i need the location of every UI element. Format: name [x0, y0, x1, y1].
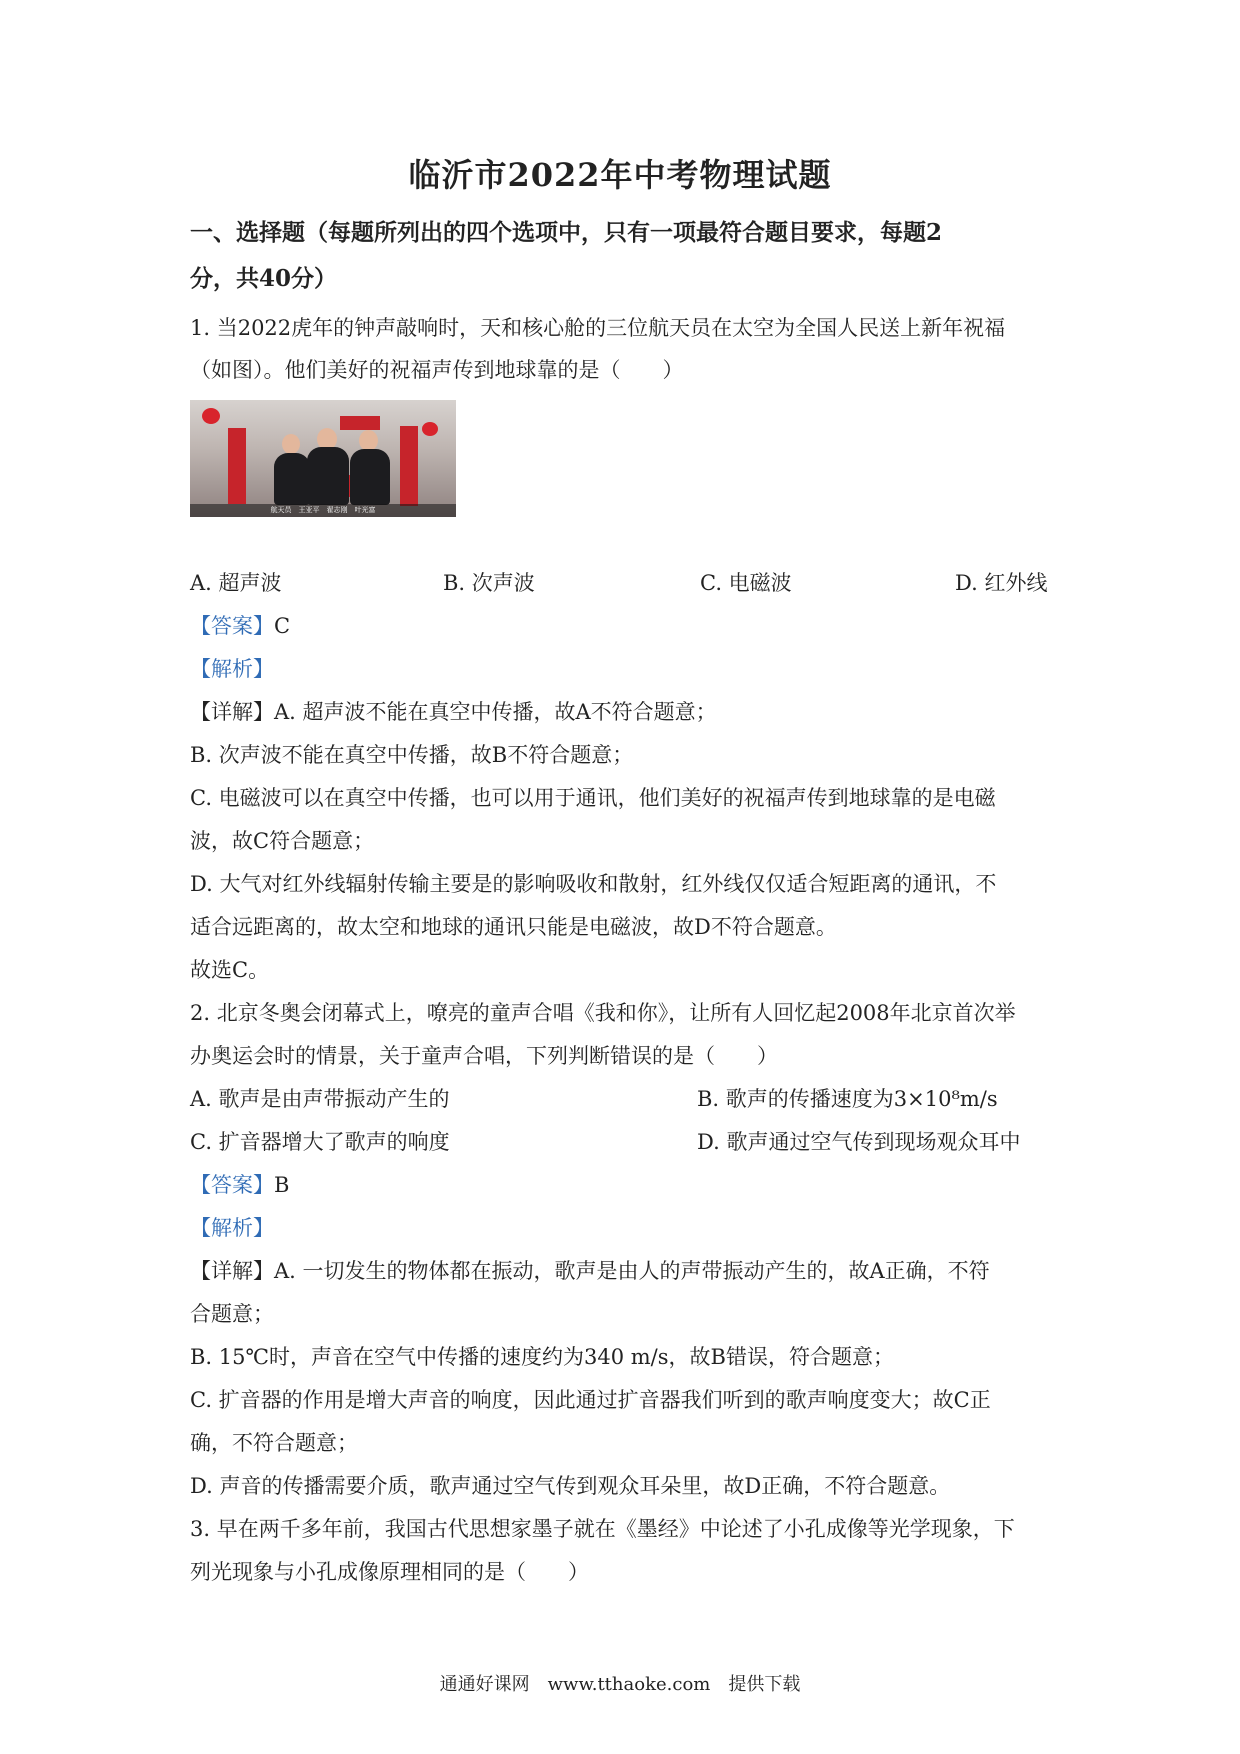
q1-detail-line2: B. 次声波不能在真空中传播，故B不符合题意； — [190, 743, 634, 767]
q1-stem-line1: 1. 当2022虎年的钟声敲响时，天和核心舱的三位航天员在太空为全国人民送上新年祝福 — [190, 316, 1006, 340]
q1-photo-caption: 航天员 王亚平 翟志刚 叶光富 — [190, 504, 456, 517]
q1-option-a: A. 超声波 — [190, 571, 282, 595]
q1-detail-line4: 波，故C符合题意； — [190, 829, 375, 853]
analysis-tag: 【解析】 — [190, 1216, 274, 1240]
q1-option-d: D. 红外线 — [955, 571, 1048, 595]
answer-tag: 【答案】 — [190, 1173, 274, 1197]
q1-detail-text: A. 超声波不能在真空中传播，故A不符合题意； — [274, 700, 717, 724]
q1-analysis — [190, 654, 1070, 684]
q2-option-b: B. 歌声的传播速度为3×10⁸m/s — [697, 1087, 998, 1111]
q1-detail-line5: D. 大气对红外线辐射传输主要是的影响吸收和散射，红外线仅仅适合短距离的通讯，不 — [190, 872, 997, 896]
q2-detail-text: A. 一切发生的物体都在振动，歌声是由人的声带振动产生的，故A正确，不符 — [274, 1259, 990, 1283]
q1-answer — [190, 611, 1070, 641]
q2-detail-line3: B. 15℃时，声音在空气中传播的速度约为340 m/s，故B错误，符合题意； — [190, 1345, 894, 1369]
section-heading-line2: 分，共40分） — [190, 265, 338, 292]
q2-stem-line1: 2. 北京冬奥会闭幕式上，嘹亮的童声合唱《我和你》，让所有人回忆起2008年北京首次举 — [190, 1001, 1016, 1025]
q1-option-c: C. 电磁波 — [700, 571, 792, 595]
page-footer: 通通好课网 www.tthaoke.com 提供下载 — [439, 1674, 801, 1695]
q2-option-d: D. 歌声通过空气传到现场观众耳中 — [697, 1130, 1021, 1154]
q2-detail-line2: 合题意； — [190, 1302, 274, 1326]
q1-photo-astronauts — [190, 400, 456, 517]
q1-stem-line2: （如图）。他们美好的祝福声传到地球靠的是（ ） — [190, 358, 684, 382]
q2-option-a: A. 歌声是由声带振动产生的 — [190, 1087, 450, 1111]
q2-detail-line6: D. 声音的传播需要介质，歌声通过空气传到观众耳朵里，故D正确，不符合题意。 — [190, 1474, 951, 1498]
q1-answer-value: C — [274, 614, 291, 638]
q1-detail-line6: 适合远距离的，故太空和地球的通讯只能是电磁波，故D不符合题意。 — [190, 915, 837, 939]
q1-detail-line1 — [190, 697, 1070, 727]
detail-tag: 【详解】 — [190, 1259, 274, 1283]
answer-tag: 【答案】 — [190, 614, 274, 638]
page-title: 临沂市2022年中考物理试题 — [408, 156, 832, 194]
q2-answer — [190, 1170, 1070, 1200]
section-heading-line1: 一、选择题（每题所列出的四个选项中，只有一项最符合题目要求，每题2 — [190, 219, 943, 246]
q1-option-b: B. 次声波 — [443, 571, 535, 595]
q2-stem-line2: 办奥运会时的情景，关于童声合唱，下列判断错误的是（ ） — [190, 1044, 778, 1068]
q2-detail-line5: 确，不符合题意； — [190, 1431, 358, 1455]
q1-detail-line3: C. 电磁波可以在真空中传播，也可以用于通讯，他们美好的祝福声传到地球靠的是电磁 — [190, 786, 996, 810]
q2-analysis — [190, 1213, 1070, 1243]
q2-detail-line4: C. 扩音器的作用是增大声音的响度，因此通过扩音器我们听到的歌声响度变大；故C正 — [190, 1388, 991, 1412]
q2-answer-value: B — [274, 1173, 290, 1197]
q3-stem-line1: 3. 早在两千多年前，我国古代思想家墨子就在《墨经》中论述了小孔成像等光学现象，下 — [190, 1517, 1015, 1541]
q2-option-c: C. 扩音器增大了歌声的响度 — [190, 1130, 450, 1154]
detail-tag: 【详解】 — [190, 700, 274, 724]
q3-stem-line2: 列光现象与小孔成像原理相同的是（ ） — [190, 1560, 589, 1584]
q1-detail-line7: 故选C。 — [190, 958, 270, 982]
q2-detail-line1 — [190, 1256, 1070, 1286]
analysis-tag: 【解析】 — [190, 657, 274, 681]
